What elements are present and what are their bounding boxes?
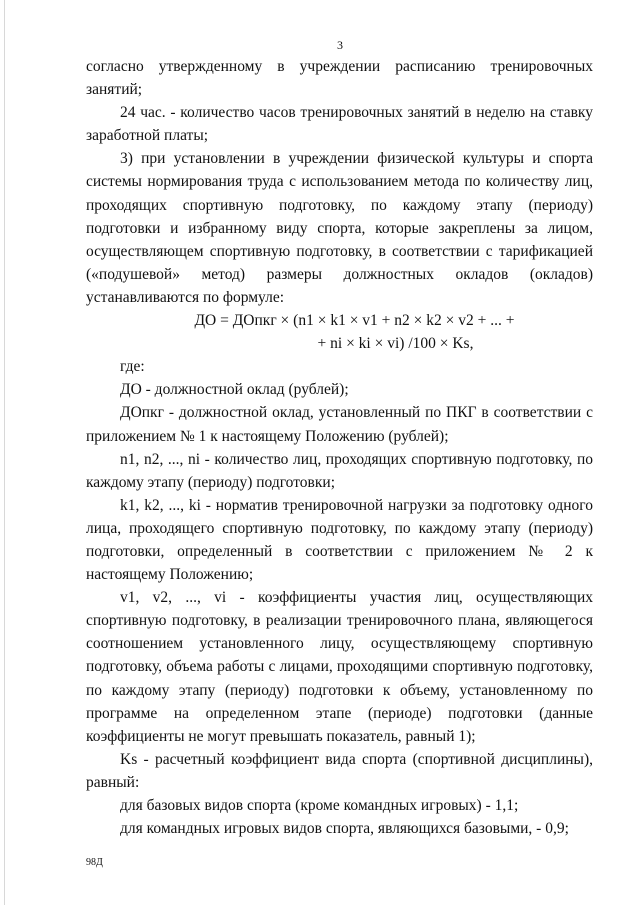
paragraph-hours: 24 час. - количество часов тренировочных занятий в неделю на ставку заработной платы; xyxy=(86,104,593,145)
formula-line-1: ДО = ДОпкг × (n1 × k1 × v1 + n2 × k2 × v2 + ... + xyxy=(194,312,515,330)
definition-ks-team: для командных игровых видов спорта, являющихся базовыми, - 0,9; xyxy=(120,820,569,838)
page-edge xyxy=(4,0,5,905)
definition-dopkg: ДОпкг - должностной оклад, установленный по ПКГ в соответствии с приложением № 1 к настоящему Положению (рублей); xyxy=(86,404,593,445)
definition-v: v1, v2, ..., vi - коэффициенты участия лиц, осуществляющих спортивную подготовку, в реализации тренировочного плана, являющегося соотношением установленного лицу, осуществляющему спортивную подготовку, объема работы с лицами, проходящими спортивную подготовку, по каждому этапу (периоду) подготовки к объему, установленному по программе на определенном этапе (периоде) подготовки (данные коэффициенты не могут превышать показатель, равный 1); xyxy=(86,589,593,745)
definition-k: k1, k2, ..., ki - норматив тренировочной нагрузки за подготовку одного лица, проходящего спортивную подготовку, по каждому этапу (периоду) подготовки, определенный в соответствии с приложением № 2 к настоящему Положению; xyxy=(86,496,593,584)
paragraph-item-3: 3) при установлении в учреждении физической культуры и спорта системы нормирования труда с использованием метода по количеству лиц, проходящих спортивную подготовку, по каждому этапу (периоду) подготовки и избранному виду спорта, которые закреплены за лицом, осуществляющем спортивную подготовку, в соответствии с тарификацией («подушевой» метод) размеры должностных окладов (окладов) устанавливаются по формуле: xyxy=(86,150,593,306)
document-body xyxy=(86,55,593,840)
definition-n: n1, n2, ..., ni - количество лиц, проходящих спортивную подготовку, по каждому этапу (периоду) подготовки; xyxy=(86,450,593,491)
definition-do: ДО - должностной оклад (рублей); xyxy=(120,381,349,399)
formula-line-2: + ni × ki × vi) /100 × Ks, xyxy=(317,335,474,353)
definition-where: где: xyxy=(120,358,145,376)
definition-ks-base: для базовых видов спорта (кроме командных игровых) - 1,1; xyxy=(120,797,519,814)
page-number: 3 xyxy=(337,38,343,52)
salary-formula xyxy=(86,309,593,355)
footer-code: 98Д xyxy=(86,857,103,868)
definition-ks: Ks - расчетный коэффициент вида спорта (спортивной дисциплины), равный: xyxy=(86,750,593,791)
paragraph-continuation: согласно утвержденному в учреждении расписанию тренировочных занятий; xyxy=(86,58,593,99)
